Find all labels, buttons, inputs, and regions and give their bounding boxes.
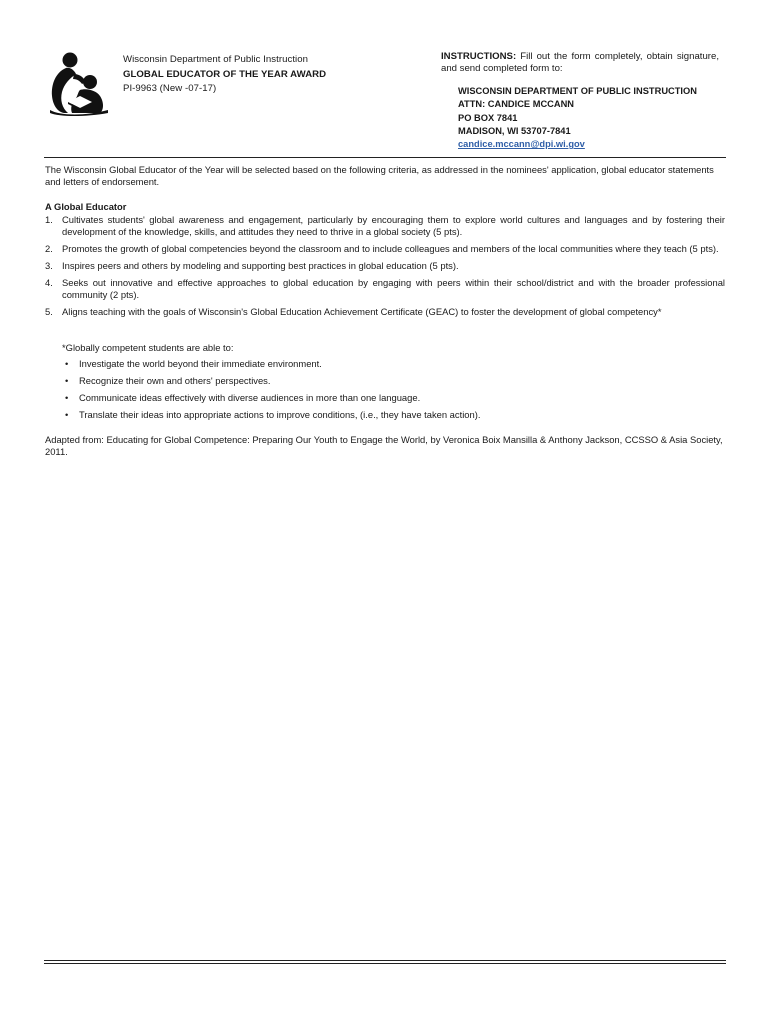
criteria-text: Promotes the growth of global competencies beyond the classroom and to include colleagues and members of the local communities where they teach (5 pts).	[62, 243, 719, 254]
mailing-address	[458, 85, 728, 138]
teacher-and-child-icon	[46, 50, 112, 116]
footer-divider	[44, 963, 726, 964]
instructions-text	[441, 51, 719, 75]
bullet-icon: •	[65, 392, 69, 403]
competencies-list	[62, 358, 702, 426]
criteria-item	[45, 306, 725, 318]
criteria-item	[45, 260, 725, 272]
competency-item	[62, 392, 702, 404]
footer-divider	[44, 960, 726, 961]
competency-text: Recognize their own and others' perspectives.	[79, 375, 271, 386]
competencies-intro: *Globally competent students are able to:	[62, 342, 234, 353]
bullet-icon: •	[65, 358, 69, 369]
instructions-body: Fill out the form completely, obtain signature, and send completed form to:	[441, 51, 719, 74]
criteria-number: 2.	[45, 243, 53, 254]
form-title: GLOBAL EDUCATOR OF THE YEAR AWARD	[123, 68, 327, 80]
criteria-item	[45, 243, 725, 255]
criteria-text: Aligns teaching with the goals of Wisconsin's Global Education Achievement Certificate (GEAC) to foster the development of global competency*	[62, 306, 662, 317]
address-line: MADISON, WI 53707-7841	[458, 125, 571, 136]
criteria-item	[45, 277, 725, 301]
criteria-text: Inspires peers and others by modeling and supporting best practices in global education (5 pts).	[62, 260, 459, 271]
instructions-lead: INSTRUCTIONS:	[441, 51, 517, 62]
criteria-list	[45, 214, 725, 323]
agency-block	[123, 53, 423, 97]
criteria-number: 4.	[45, 277, 53, 288]
criteria-number: 3.	[45, 260, 53, 271]
address-line: WISCONSIN DEPARTMENT OF PUBLIC INSTRUCTION	[458, 86, 697, 96]
bullet-icon: •	[65, 409, 69, 420]
competency-item	[62, 409, 702, 421]
criteria-number: 1.	[45, 214, 53, 225]
competency-text: Translate their ideas into appropriate actions to improve conditions, (i.e., they have taken action).	[79, 409, 481, 420]
header-divider	[44, 157, 726, 158]
criteria-text: Cultivates students' global awareness and engagement, particularly by encouraging them to explore world cultures and languages and by fostering their development of the knowledge, skills, and attitudes they need to thrive in a global society (5 pts).	[62, 214, 725, 237]
criteria-item	[45, 214, 725, 238]
competency-item	[62, 375, 702, 387]
competency-item	[62, 358, 702, 370]
competency-text: Communicate ideas effectively with diverse audiences in more than one language.	[79, 392, 421, 403]
form-number: PI-9963 (New -07-17)	[123, 83, 217, 94]
agency-name: Wisconsin Department of Public Instruction	[123, 54, 308, 65]
criteria-text: Seeks out innovative and effective approaches to global education by engaging with peers within their school/district and with the broader professional community (2 pts).	[62, 277, 725, 300]
email-link[interactable]: candice.mccann@dpi.wi.gov	[458, 139, 585, 149]
address-line: PO BOX 7841	[458, 112, 518, 123]
competency-text: Investigate the world beyond their immediate environment.	[79, 358, 322, 369]
bullet-icon: •	[65, 375, 69, 386]
address-line: ATTN: CANDICE MCCANN	[458, 99, 575, 110]
section-heading: A Global Educator	[45, 201, 127, 212]
source-citation: Adapted from: Educating for Global Competence: Preparing Our Youth to Engage the World, by Veronica Boix Mansilla & Anthony Jackson, CCSSO & Asia Society, 2011.	[45, 434, 723, 457]
criteria-number: 5.	[45, 306, 53, 317]
intro-paragraph: The Wisconsin Global Educator of the Year will be selected based on the following criteria, as addressed in the nominees' application, global educator statements and letters of endorsement.	[45, 164, 714, 187]
